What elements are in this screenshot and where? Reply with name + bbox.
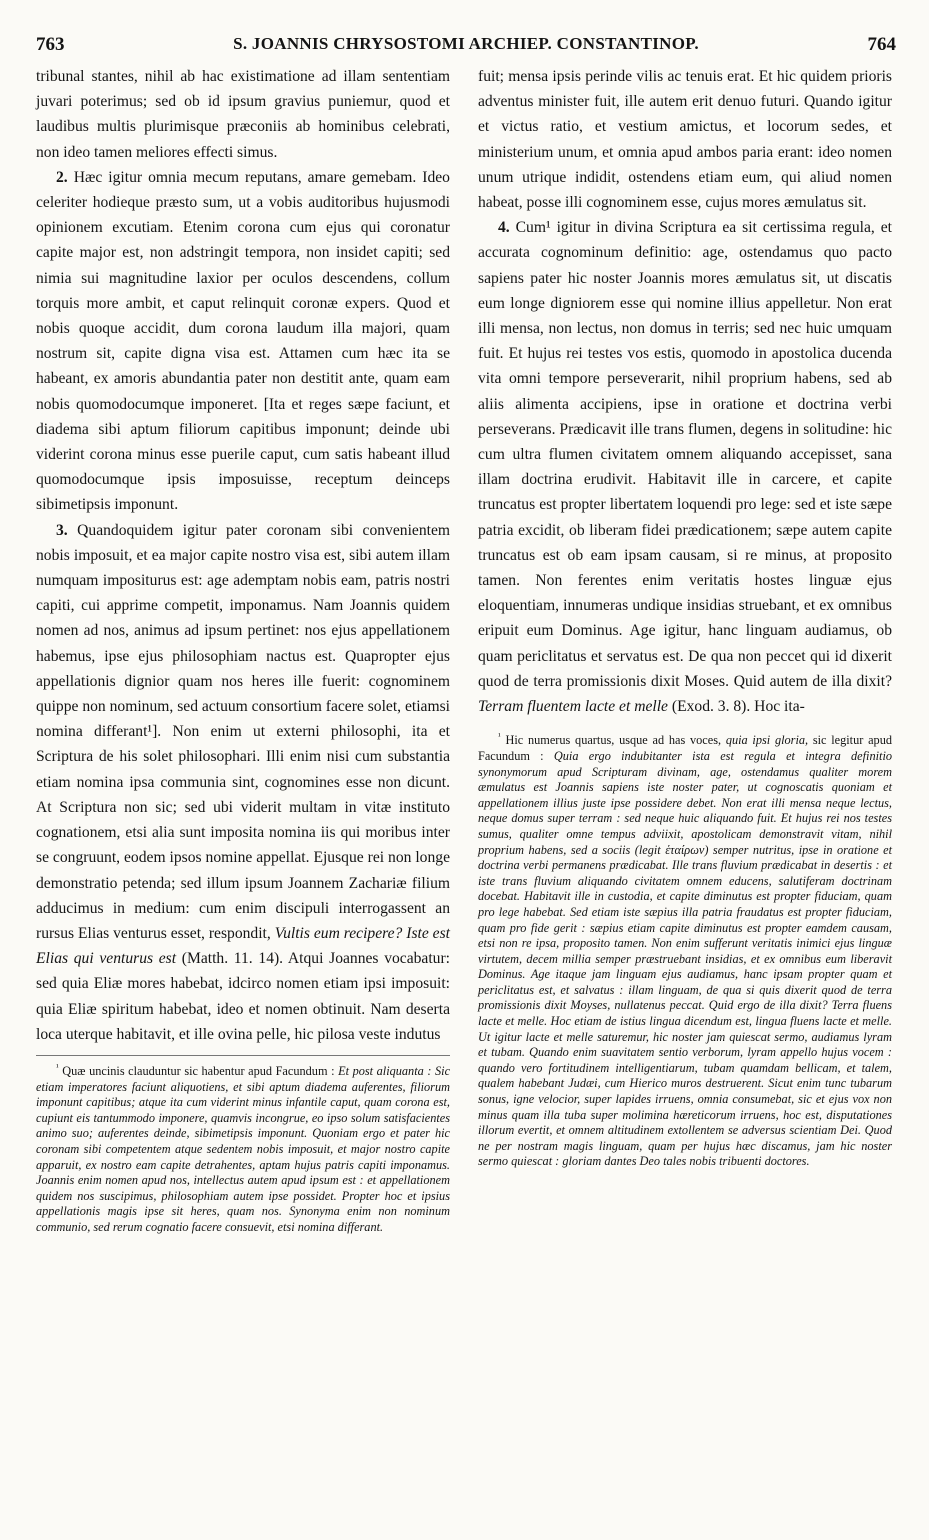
- paragraph-4: [478, 215, 892, 719]
- scripture-reference: (Exod. 3. 8).: [667, 698, 751, 716]
- paragraph-text: Hæc igitur omnia mecum reputans, amare gemebam. Ideo celeriter hodieque præsto sum, ut a vobis auditoribus hujusmodi opinionem excutiam. Etenim corona cum ejus qui coronatur capite major est, non adstringit tempora, non insidet capiti; sed nimia sui magnitudine laxior per oculos descendens, collum torquis more ambit, et caput relinquit coronæ expers. Quod et nobis quoque accidit, dum corona laudum illa majori, quam nostrum sit, capite digna visa est. Attamen cum hæc ita se habeant, ex amoris abundantia pater non destitit ante, quam eam nobis quomodocumque imponeret. [Ita et reges sæpe faciunt, et diadema sibi aptum filiorum capitibus imponunt; deinde ubi viderint corona minus esse puerile caput, cum satis habeant illud quomodocumque ipsis imposuisse, receptum deinceps sibimetipsis imponunt.: [36, 168, 450, 514]
- footnote-lead-italic: quia ipsi gloria,: [725, 733, 809, 748]
- left-column: [36, 64, 450, 1236]
- running-title: S. JOANNIS CHRYSOSTOMI ARCHIEP. CONSTANTINOP.: [233, 34, 699, 53]
- paragraph-continued: fuit; mensa ipsis perinde vilis ac tenuis erat. Et hic quidem prioris adventus minister fuit, ille autem erit denuo futuri. Quando igitur et victus ratio, et vestium amictus, et locorum sedes, et ministerium unum, et omnia apud ambos paria erant: ideo nomen unum utrique indidit, ostendens etiam eum, qui aliud nomen habeat, posse illi cognominem esse, cujus mores æmulatus sit.: [478, 68, 892, 212]
- paragraph-continued: tribunal stantes, nihil ab hac existimatione ad illam sententiam juvari poterimus; sed ob id ipsum gravius puniemur, quod et laudibus multis plurimisque præconiis ab hominibus celebrati, non ideo tamen meliores effecti simus.: [36, 68, 450, 161]
- paragraph-3: [36, 518, 450, 1047]
- page-number-left: 763: [36, 34, 65, 55]
- paragraph-text-end: Atqui Joannes vocabatur: sed quia Eliæ mores habebat, idcirco nomen etiam ipsi imposuit: quia Eliæ spiritum habebat, ideo et nomen obtinuit. Nam deserta loca uterque habitavit, et ille ovina pelle, hic pilosa veste indutus: [36, 950, 450, 1043]
- right-column: [478, 64, 892, 1170]
- footnote-text: Quia ergo indubitanter ista est regula et integra definitio synonymorum apud Scripturam divinam, age, ostendamus qualiter morem æmulatus est Joannis sapiens iste noster pater, ut cognoscatis quoniam et appellationem illius juste ipse possidere debet. Non erat illi mensa neque lectus, neque domus super terram : sed neque huic aliquando fuit. Et hujus rei nos testes sumus, qualiter omne tempus adviixit, apostolicam demonstravit vitam, nihil proprium habens, sed a sociis (legit ἑταίρων) semper nutritus, ipse in oratione et doctrina verbi permanens prædicabat. Ille trans fluvium prædicabat in desertis : et iste trans fluvium aliquando civitatem omnem educens, salutiferam doctrinam docebat. Habitavit ille in custodia, et capite diminutus est propter fiduciam, quam pro lege habebat. Sed etiam iste sæpius illa patria fraudatus est propter fiduciam, quam pro fide gerit : sæpius etiam capite diminutus est propter eamdem causam, etsi non re ipsa, proposito tamen. Non enim sufferunt veritatis inimici ejus linguæ virtutem, decem millia semper præstruebant insidias, et ex omnibus eum liberavit Dominus. Age itaque jam linguam ejus audiamus, hanc ipsam propter quam et periclitatus est, et salvatus : illam linguam, de qua si quis dixerit quod de terra promissionis dixit Moyses, nullatenus peccat. Quid ergo de illa dixit? Terra fluens lacte et melle. Hoc etiam de istius lingua dicendum est, lingua fluens lacte et melle. Ut igitur lacte et melle saturemur, hic noster jam quiescat sermo, audiamus lyram et tubam. Quando enim suavitatem sentio verborum, lyram appello hujus vocem : quando vero fortitudinem intelligentiarum, tubam quamdam bellicam, et talem, qualem habebant Judæi, cum Hierico muros destruerent. Sicut enim tunc tubarum sonus, igne velocior, super lapides irruens, omnia consumebat, sic et ejus vox non minus quam illa tuba super molimina hæreticorum irruens, hoc est, disputationes illorum evertit, et omnem altitudinem extollentem se adversus scientiam Dei. Quod ne per nostram magis linguam, quam per hujus hæc discamus, jam hic noster sermo quiescat : gloriam dantes Deo tales nobis tribuenti doctores.: [478, 748, 893, 1169]
- right-footnote: [478, 729, 892, 1170]
- right-body-text: [478, 64, 892, 719]
- paragraph-text: Quandoquidem igitur pater coronam sibi convenientem nobis imposuit, et ea major capite nostro visa est, sibi autem illam numquam impositurus est: age ademptam nobis eam, patris nostri capiti, cui apprime competit, imponamus. Nam Joannis quidem nomen ad nos, animus ad ipsum pertinet: nos ejus appellationem habemus, ipse ejus philosophiam nactus est. Quapropter ejus appellationis dignior quam nos heres ille fuerit: cognominem quippe non nominum, sed actuum consortium facere solet, etiamsi nomina differant¹]. Non enim ut externi philosophi, ita et Scriptura de his solet philosophari. Illi enim nisi cum substantia etiam nomina ipsa communia sint, cognomines esse non dicunt. At Scriptura non sic; sed ubi viderit multam in vitæ instituto cognationem, etsi alia sunt imposita nomina iis qui moribus inter se congruunt, eodem ipsos nomine appellat. Ejusque rei non longe demonstratio petenda; sed illum ipsum Joannem Zachariæ filium adducimus in medium: cum enim discipuli interrogassent an rursus Elias venturus esset, respondit,: [36, 521, 451, 942]
- paragraph-text: Cum¹ igitur in divina Scriptura ea sit certissima regula, et accurata cognominum definitio: age, ostendamus quo pacto sapiens pater hic noster Joannis mores æmulatus sit, ut discatis eum longe digniorem esse qui nomine illius appelletur. Non erat illi mensa, non lectus, non domus in terris; sed nec huic umquam fuit. Et hujus rei testes vos estis, quomodo in apostolica ducenda vita omni tempore perseverarit, nihil proprium habens, sed ab aliis alimenta accipiens, ipse in oratione et doctrina verbi perseverans. Prædicavit ille trans flumen, degens in solitudine: hic cum ultra flumen civitatem omnem aliquando accepisset, sana illam doctrina erudivit. Habitavit ille in carcere, et capite truncatus est propter libertatem loquendi pro lege: sed et iste sæpe patria excidit, ob liberam fidei prædicationem; sæpe autem capite truncatus est ob eam ipsam causam, si re minus, at proposito tamen. Non ferentes enim veritatis hostes linguæ ejus eloquentiam, innumeras undique insidias struebant, et ex omnibus eripuit eum Dominus. Age igitur, hanc linguam audiamus, ob quam periclitatus et servatus est. De qua non peccet qui id dixerit quod de terra promissionis dixit Moses. Quid autem de illa dixit?: [478, 219, 893, 690]
- scripture-quote: Vultis eum recipere? Iste est Elias qui venturus est: [36, 924, 451, 968]
- left-body-text: [36, 64, 450, 1047]
- footnote-1: [478, 729, 892, 1170]
- footnote-lead: Quæ uncinis clauduntur sic habentur apud Facundum :: [62, 1064, 335, 1079]
- footnote-divider: [36, 1055, 450, 1056]
- paragraph-number: 3.: [56, 521, 68, 539]
- footnote-marker: ¹: [56, 1061, 59, 1072]
- scripture-quote: Terram fluentem lacte et melle: [478, 698, 668, 716]
- footnote-marker: ¹: [498, 731, 501, 742]
- paragraph-number: 4.: [498, 219, 510, 237]
- page-number-right: 764: [867, 34, 896, 55]
- footnote-text: Et post aliquanta : Sic etiam imperatores faciunt aliquotiens, et sibi aptum diadema auferentes, filiorum imponunt capitibus; atque ita cum viderint minus infantile caput, quam corona est, cupiunt eis tantummodo imponere, quamvis incongrue, eo ipso solum satisfacientes animo suo; auferentes deinde, sibimetipsis imponunt. Quoniam ergo et pater hic coronam sibi competentem atque sedentem nobis imposuit, et major nostro capite apparuit, ex nostro eam capite detrahentes, aptam hujus patris capiti imponamus. Joannis enim nomen apud nos, intellectus autem apud ipsum est : et appellationem quidem nos suscipimus, philosophiam autem ipse possidet. Propter hoc et ipsius appellationis magis ipse sit heres, quam nos. Synonyma enim non nominum communio, sed rerum cognatio facere consuevit, etsi nomina differant.: [36, 1064, 451, 1234]
- paragraph-2: [36, 165, 450, 518]
- paragraph-number: 2.: [56, 168, 68, 186]
- footnote-lead: Hic numerus quartus, usque ad has voces,: [505, 733, 726, 748]
- scripture-reference: (Matth. 11. 14).: [176, 950, 284, 968]
- footnote-lead-2: sic legitur apud Facundum :: [478, 733, 892, 763]
- running-header: [36, 34, 896, 62]
- paragraph-text-end: Hoc ita-: [750, 698, 805, 716]
- footnote-1: [36, 1060, 450, 1236]
- left-footnote: [36, 1060, 450, 1236]
